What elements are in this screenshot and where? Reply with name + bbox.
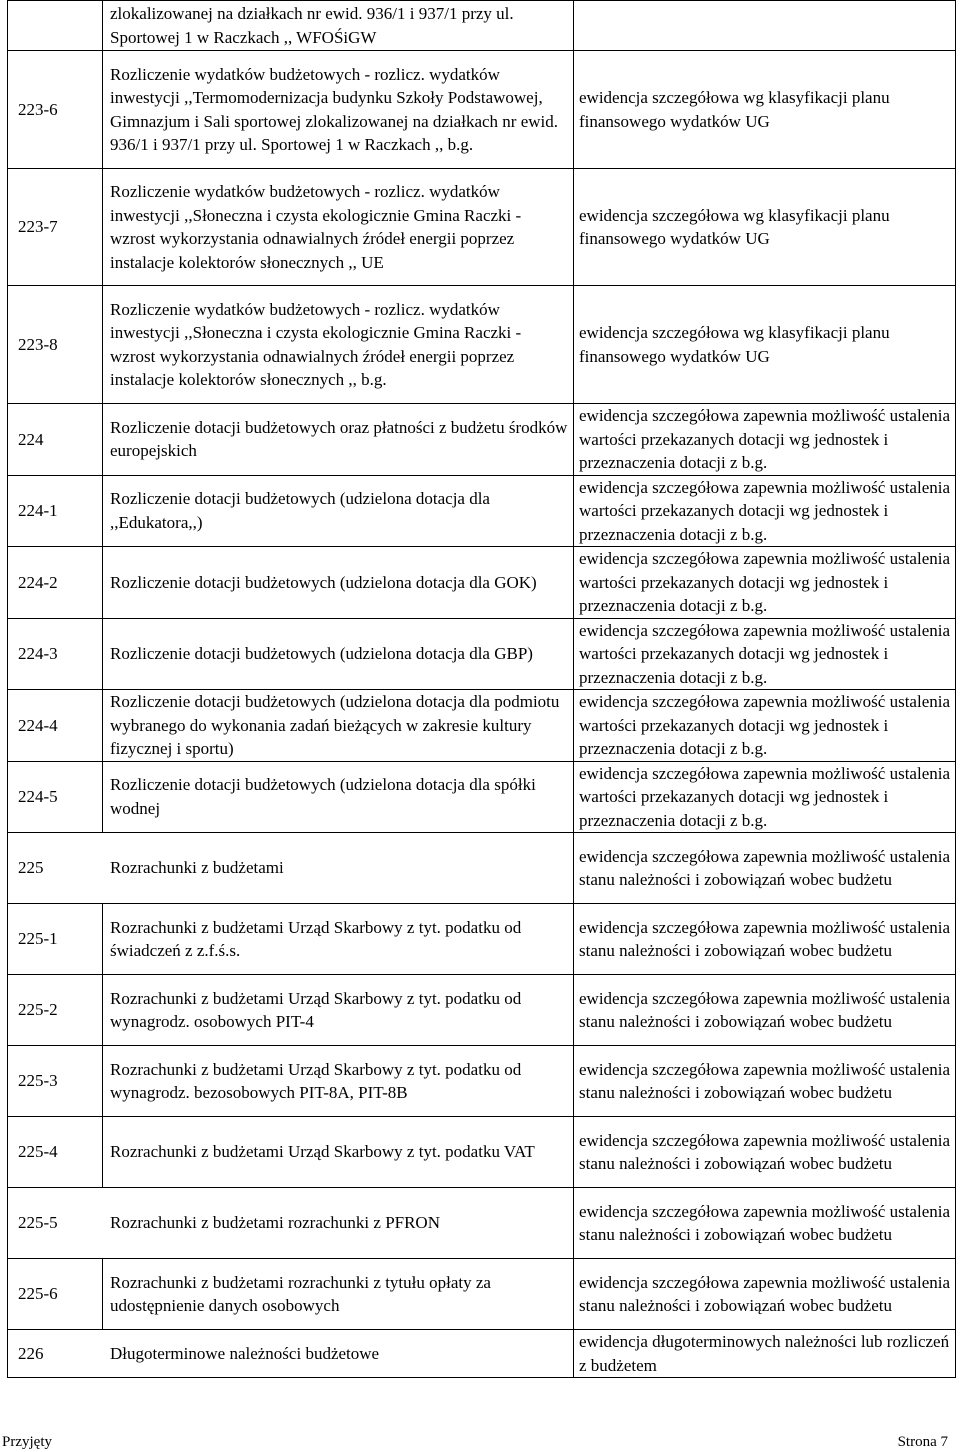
account-code: 225-1 [8,904,103,975]
account-description: Rozliczenie dotacji budżetowych (udzielona dotacja dla spółki wodnej [103,761,574,833]
account-merged-cell [8,1330,574,1378]
table-row [8,286,956,404]
account-code: 225-2 [8,975,103,1046]
account-code: 224-5 [8,761,103,833]
account-merged-cell [8,1188,574,1259]
account-note: ewidencja szczegółowa zapewnia możliwość ustalenia wartości przekazanych dotacji wg jednostek i przeznaczenia dotacji z b.g. [574,475,956,547]
table-row [8,404,956,476]
account-description: Rozrachunki z budżetami Urząd Skarbowy z tyt. podatku od świadczeń z z.f.ś.s. [103,904,574,975]
account-description: Rozrachunki z budżetami Urząd Skarbowy z tyt. podatku od wynagrodz. bezosobowych PIT-8A, PIT-8B [103,1046,574,1117]
account-code: 224-3 [8,618,103,690]
account-code: 225-5 [18,1213,58,1233]
account-description: Rozrachunki z budżetami Urząd Skarbowy z tyt. podatku od wynagrodz. osobowych PIT-4 [103,975,574,1046]
table-row [8,690,956,762]
table-row [8,975,956,1046]
account-note: ewidencja szczegółowa zapewnia możliwość ustalenia stanu należności i zobowiązań wobec budżetu [574,1046,956,1117]
account-note: ewidencja szczegółowa wg klasyfikacji planu finansowego wydatków UG [574,169,956,286]
account-code: 224 [8,404,103,476]
account-description: Rozrachunki z budżetami rozrachunki z tytułu opłaty za udostępnienie danych osobowych [103,1259,574,1330]
table-row [8,547,956,619]
table-row [8,833,956,904]
account-code: 223-7 [8,169,103,286]
account-description: Rozliczenie wydatków budżetowych - rozlicz. wydatków inwestycji ,,Termomodernizacja budynku Szkoły Podstawowej, Gimnazjum i Sali sportowej zlokalizowanej na działkach nr ewid. 936/1 i 937/1 przy ul. Sportowej 1 w Raczkach ,, b.g. [103,51,574,169]
account-code: 225-4 [8,1117,103,1188]
account-note: ewidencja szczegółowa zapewnia możliwość ustalenia stanu należności i zobowiązań wobec budżetu [574,1188,956,1259]
table-row [8,761,956,833]
account-note: ewidencja szczegółowa zapewnia możliwość ustalenia wartości przekazanych dotacji wg jednostek i przeznaczenia dotacji z b.g. [574,404,956,476]
account-merged-cell [8,833,574,904]
account-description: Długoterminowe należności budżetowe [110,1343,380,1363]
account-description: Rozliczenie wydatków budżetowych - rozlicz. wydatków inwestycji ,,Słoneczna i czysta ekologicznie Gmina Raczki - wzrost wykorzystania odnawialnych źródeł energii poprzez instalacje kolektorów słonecznych ,, UE [103,169,574,286]
account-code: 225 [18,858,44,878]
account-description: Rozliczenie dotacji budżetowych (udzielona dotacja dla podmiotu wybranego do wykonania zadań bieżących w zakresie kultury fizycznej i sportu) [103,690,574,762]
account-note: ewidencja szczegółowa zapewnia możliwość ustalenia stanu należności i zobowiązań wobec budżetu [574,833,956,904]
account-description: Rozrachunki z budżetami rozrachunki z PFRON [110,1213,440,1233]
table-row [8,51,956,169]
account-note: ewidencja szczegółowa zapewnia możliwość ustalenia stanu należności i zobowiązań wobec budżetu [574,975,956,1046]
account-description: zlokalizowanej na działkach nr ewid. 936/1 i 937/1 przy ul. Sportowej 1 w Raczkach ,, WFOŚiGW [103,1,574,51]
account-description: Rozrachunki z budżetami [110,858,284,878]
account-code: 225-3 [8,1046,103,1117]
account-description: Rozliczenie dotacji budżetowych (udzielona dotacja dla GOK) [103,547,574,619]
account-code: 226 [18,1343,44,1363]
account-description: Rozliczenie dotacji budżetowych (udzielona dotacja dla GBP) [103,618,574,690]
table-row [8,1330,956,1378]
account-note: ewidencja szczegółowa wg klasyfikacji planu finansowego wydatków UG [574,51,956,169]
account-description: Rozliczenie dotacji budżetowych (udzielona dotacja dla ,,Edukatora,,) [103,475,574,547]
table-row [8,475,956,547]
table-row [8,1046,956,1117]
account-note: ewidencja szczegółowa zapewnia możliwość ustalenia stanu należności i zobowiązań wobec budżetu [574,1117,956,1188]
account-note: ewidencja szczegółowa zapewnia możliwość ustalenia wartości przekazanych dotacji wg jednostek i przeznaczenia dotacji z b.g. [574,690,956,762]
account-code: 225-6 [8,1259,103,1330]
table-row [8,169,956,286]
table-row [8,1117,956,1188]
account-code: 223-8 [8,286,103,404]
account-code: 224-4 [8,690,103,762]
account-note: ewidencja szczegółowa zapewnia możliwość ustalenia wartości przekazanych dotacji wg jednostek i przeznaczenia dotacji z b.g. [574,547,956,619]
account-note: ewidencja szczegółowa wg klasyfikacji planu finansowego wydatków UG [574,286,956,404]
account-note: ewidencja szczegółowa zapewnia możliwość ustalenia stanu należności i zobowiązań wobec budżetu [574,1259,956,1330]
table-row [8,1259,956,1330]
accounts-table [7,0,956,1378]
account-description: Rozliczenie wydatków budżetowych - rozlicz. wydatków inwestycji ,,Słoneczna i czysta ekologicznie Gmina Raczki - wzrost wykorzystania odnawialnych źródeł energii poprzez instalacje kolektorów słonecznych ,, b.g. [103,286,574,404]
account-code: 223-6 [8,51,103,169]
account-note: ewidencja szczegółowa zapewnia możliwość ustalenia stanu należności i zobowiązań wobec budżetu [574,904,956,975]
table-row [8,618,956,690]
table-row [8,1188,956,1259]
account-code [8,1,103,51]
account-description: Rozrachunki z budżetami Urząd Skarbowy z tyt. podatku VAT [103,1117,574,1188]
table-row [8,904,956,975]
account-code: 224-1 [8,475,103,547]
table-row [8,1,956,51]
account-note [574,1,956,51]
footer-status: Przyjęty [2,1434,52,1450]
account-note: ewidencja szczegółowa zapewnia możliwość ustalenia wartości przekazanych dotacji wg jednostek i przeznaczenia dotacji z b.g. [574,761,956,833]
account-note: ewidencja długoterminowych należności lub rozliczeń z budżetem [574,1330,956,1378]
account-description: Rozliczenie dotacji budżetowych oraz płatności z budżetu środków europejskich [103,404,574,476]
account-note: ewidencja szczegółowa zapewnia możliwość ustalenia wartości przekazanych dotacji wg jednostek i przeznaczenia dotacji z b.g. [574,618,956,690]
account-code: 224-2 [8,547,103,619]
page-number: Strona 7 [897,1434,948,1450]
